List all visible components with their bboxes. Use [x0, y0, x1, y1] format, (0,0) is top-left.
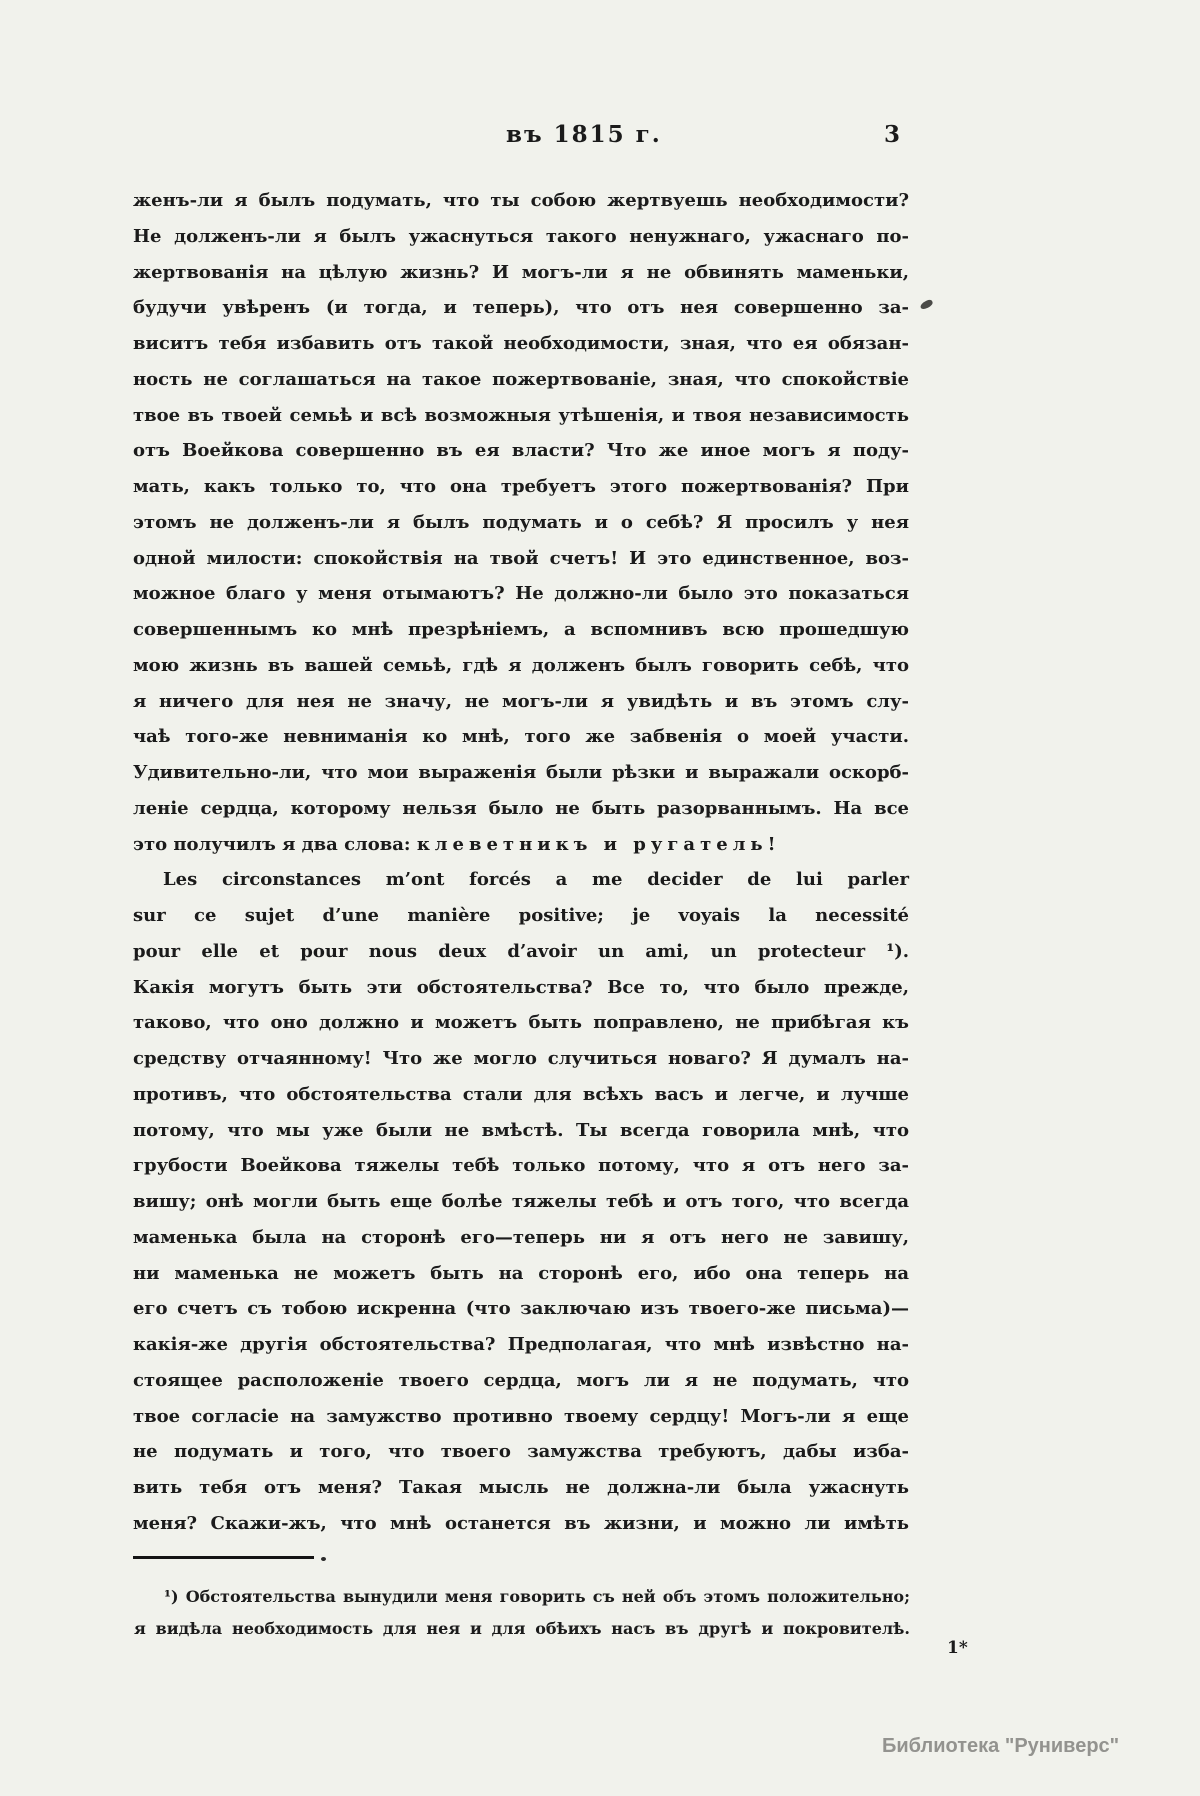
text-line: стоящее расположеніе твоего сердца, могъ ли я не подумать, что: [133, 1369, 909, 1391]
text-line: Не долженъ-ли я былъ ужаснуться такого ненужнаго, ужаснаго по-: [133, 225, 909, 247]
text-line: леніе сердца, которому нельзя было не быть разорваннымъ. На все: [133, 797, 909, 819]
ink-smudge: [919, 299, 934, 311]
text-line: ность не соглашаться на такое пожертвованіе, зная, что спокойствіе: [133, 368, 909, 390]
text-line: вить тебя отъ меня? Такая мысль не должна-ли была ужаснуть: [133, 1477, 909, 1498]
rule-dot: [321, 1557, 326, 1561]
footnote-line: я видѣла необходимость для нея и для обѣихъ насъ въ другѣ и покровителѣ.: [134, 1619, 910, 1638]
text-line: твое въ твоей семьѣ и всѣ возможныя утѣшенія, и твоя независимость: [133, 404, 909, 426]
text-line: этомъ не долженъ-ли я былъ подумать и о себѣ? Я просилъ у нея: [133, 511, 909, 533]
text-line: меня? Скажи-жъ, что мнѣ останется въ жизни, и можно ли имѣть: [133, 1512, 909, 1534]
text-line: женъ-ли я былъ подумать, что ты собою жертвуешь необходимости?: [133, 190, 909, 211]
footnote: [134, 1581, 910, 1645]
emphasized-phrase: клеветникъ и ругатель: [416, 833, 768, 855]
text-line: мою жизнь въ вашей семьѣ, гдѣ я долженъ былъ говорить себѣ, что: [133, 654, 909, 676]
page-number: 3: [884, 121, 901, 148]
header-title: въ 1815 г.: [506, 121, 662, 148]
footnote-line: ¹) Обстоятельства вынудили меня говорить съ ней объ этомъ положительно;: [164, 1587, 910, 1606]
text-line: мать, какъ только то, что она требуетъ этого пожертвованія? При: [133, 476, 909, 497]
body-text: [133, 183, 909, 1542]
text-line: маменька была на сторонѣ его—теперь ни я отъ него не завишу,: [133, 1226, 909, 1248]
signature-mark: 1*: [947, 1638, 968, 1658]
text-line: можное благо у меня отымаютъ? Не должно-ли было это показаться: [133, 583, 909, 605]
final-line-post: !: [767, 833, 776, 855]
text-line: Удивительно-ли, что мои выраженія были рѣзки и выражали оскорб-: [133, 762, 909, 783]
text-line-french: Les circonstances m’ont forcés a me decider de lui parler: [163, 869, 909, 891]
text-line: [133, 827, 909, 863]
text-line: грубости Воейкова тяжелы тебѣ только потому, что я отъ него за-: [133, 1155, 909, 1177]
running-header: [0, 121, 1200, 153]
text-line: я ничего для нея не значу, не могъ-ли я увидѣть и въ этомъ слу-: [133, 690, 909, 712]
paragraph-1: [133, 183, 909, 862]
paragraph-2: [133, 862, 909, 1541]
footnote-rule: [133, 1556, 314, 1559]
text-line: одной милости: спокойствія на твой счетъ! И это единственное, воз-: [133, 547, 909, 569]
text-line: твое согласіе на замужство противно твоему сердцу! Могъ-ли я еще: [133, 1405, 909, 1427]
text-line: противъ, что обстоятельства стали для всѣхъ васъ и легче, и лучше: [133, 1083, 909, 1105]
text-line: потому, что мы уже были не вмѣстѣ. Ты всегда говорила мнѣ, что: [133, 1119, 909, 1141]
text-line: будучи увѣренъ (и тогда, и теперь), что отъ нея совершенно за-: [133, 297, 909, 319]
watermark: Библиотека "Руниверс": [882, 1735, 1120, 1757]
text-line: его счетъ съ тобою искренна (что заключаю изъ твоего-же письма)—: [133, 1298, 909, 1320]
text-line: чаѣ того-же невниманія ко мнѣ, того же забвенія о моей участи.: [133, 726, 909, 748]
text-line: Какія могутъ быть эти обстоятельства? Все то, что было прежде,: [133, 976, 909, 998]
text-line: виситъ тебя избавить отъ такой необходимости, зная, что ея обязан-: [133, 333, 909, 354]
text-line-french: pour elle et pour nous deux d’avoir un ami, un protecteur ¹).: [133, 940, 909, 962]
text-line-french: sur ce sujet d’une manière positive; je voyais la necessité: [133, 905, 909, 926]
text-line: не подумать и того, что твоего замужства требуютъ, дабы изба-: [133, 1441, 909, 1463]
final-line-pre: это получилъ я два слова:: [133, 833, 417, 855]
text-line: совершеннымъ ко мнѣ презрѣніемъ, а вспомнивъ всю прошедшую: [133, 619, 909, 640]
text-line: средству отчаянному! Что же могло случиться новаго? Я думалъ на-: [133, 1048, 909, 1069]
text-line: таково, что оно должно и можетъ быть поправлено, не прибѣгая къ: [133, 1012, 909, 1034]
text-line: ни маменька не можетъ быть на сторонѣ его, ибо она теперь на: [133, 1262, 909, 1284]
text-line: какія-же другія обстоятельства? Предполагая, что мнѣ извѣстно на-: [133, 1334, 909, 1355]
text-line: отъ Воейкова совершенно въ ея власти? Что же иное могъ я поду-: [133, 440, 909, 462]
text-line: жертвованія на цѣлую жизнь? И могъ-ли я не обвинять маменьки,: [133, 261, 909, 283]
text-line: вишу; онѣ могли быть еще болѣе тяжелы тебѣ и отъ того, что всегда: [133, 1191, 909, 1212]
